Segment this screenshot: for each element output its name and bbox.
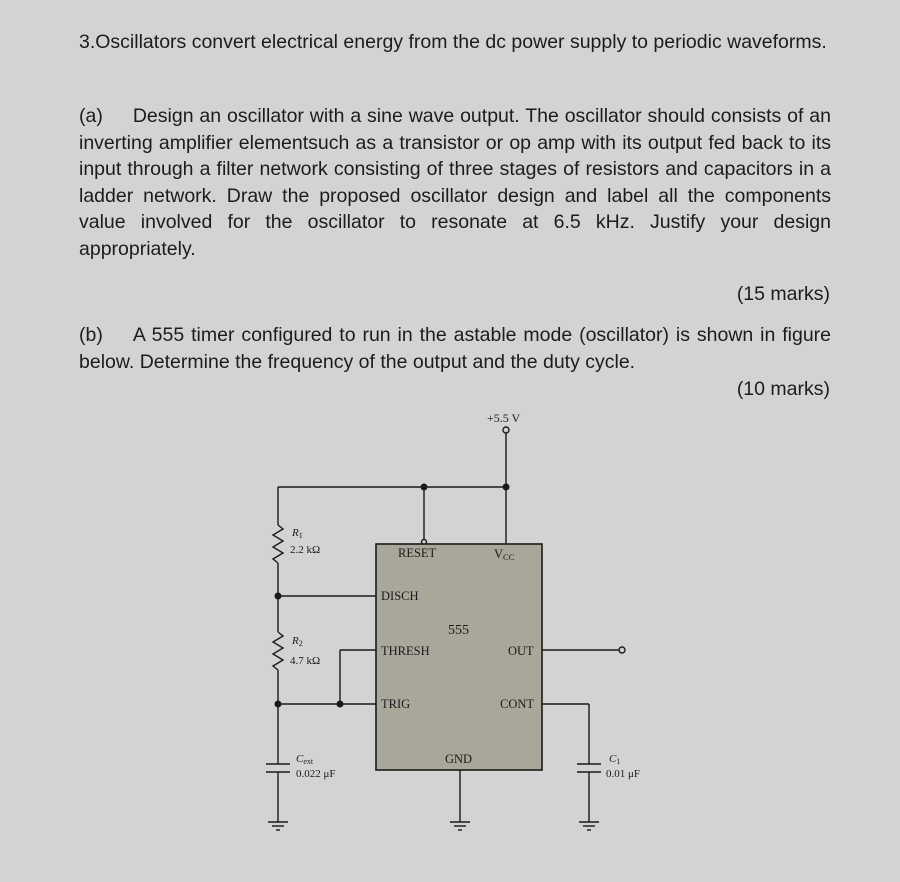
pin-thresh-label: THRESH: [381, 644, 430, 658]
r2-resistor: [273, 632, 283, 670]
pin-gnd-label: GND: [445, 752, 473, 766]
part-a-marks: (15 marks): [736, 283, 830, 305]
c1-name-label: C1: [609, 753, 621, 766]
r1-name-label: R1: [292, 527, 303, 540]
pin-cont-label: CONT: [500, 697, 535, 711]
cext-name-label: Cext: [296, 753, 314, 766]
r1-value-label: 2.2 kΩ: [290, 544, 321, 556]
junction-dot: [337, 701, 344, 708]
junction-dot: [275, 701, 282, 708]
pin-disch-label: DISCH: [381, 589, 419, 603]
pin-out-label: OUT: [508, 644, 534, 658]
junction-dot: [503, 484, 510, 491]
pin-vcc-label: VCC: [494, 547, 515, 562]
supply-label: +5.5 V: [487, 411, 521, 425]
part-a-text: Design an oscillator with a sine wave output. The oscillator should consists of an inverting amplifier elementsuch as a transistor or op amp with its output fed back to its input through a filter network consisting of three stages of resistors and capacitors in a ladder network. Draw the proposed oscillator design and label all the components value involved for the oscillator to resonate at 6.5 kHz. Justify your design appropriately.: [79, 105, 831, 260]
pin-trig-label: TRIG: [381, 697, 411, 711]
part-b-text: A 555 timer configured to run in the astable mode (oscillator) is shown in figure below. Determine the frequency of the output and the duty cycle.: [79, 324, 831, 373]
pin-reset-label: RESET: [398, 546, 437, 560]
r1-resistor: [273, 525, 283, 563]
junction-dot: [275, 593, 282, 600]
cext-value-label: 0.022 μF: [296, 768, 336, 780]
part-b-marks: (10 marks): [736, 378, 830, 400]
supply-terminal: [503, 427, 509, 433]
r2-name-label: R2: [292, 635, 303, 648]
chip-label: 555: [448, 623, 469, 638]
output-terminal: [619, 647, 625, 653]
question-heading-text: 3.Oscillators convert electrical energy from the dc power supply to periodic waveforms.: [79, 31, 827, 53]
c1-value-label: 0.01 μF: [606, 768, 641, 780]
part-a-label: (a): [79, 105, 103, 127]
junction-dot: [421, 484, 428, 491]
r2-value-label: 4.7 kΩ: [290, 655, 321, 667]
part-b-label: (b): [79, 324, 103, 346]
